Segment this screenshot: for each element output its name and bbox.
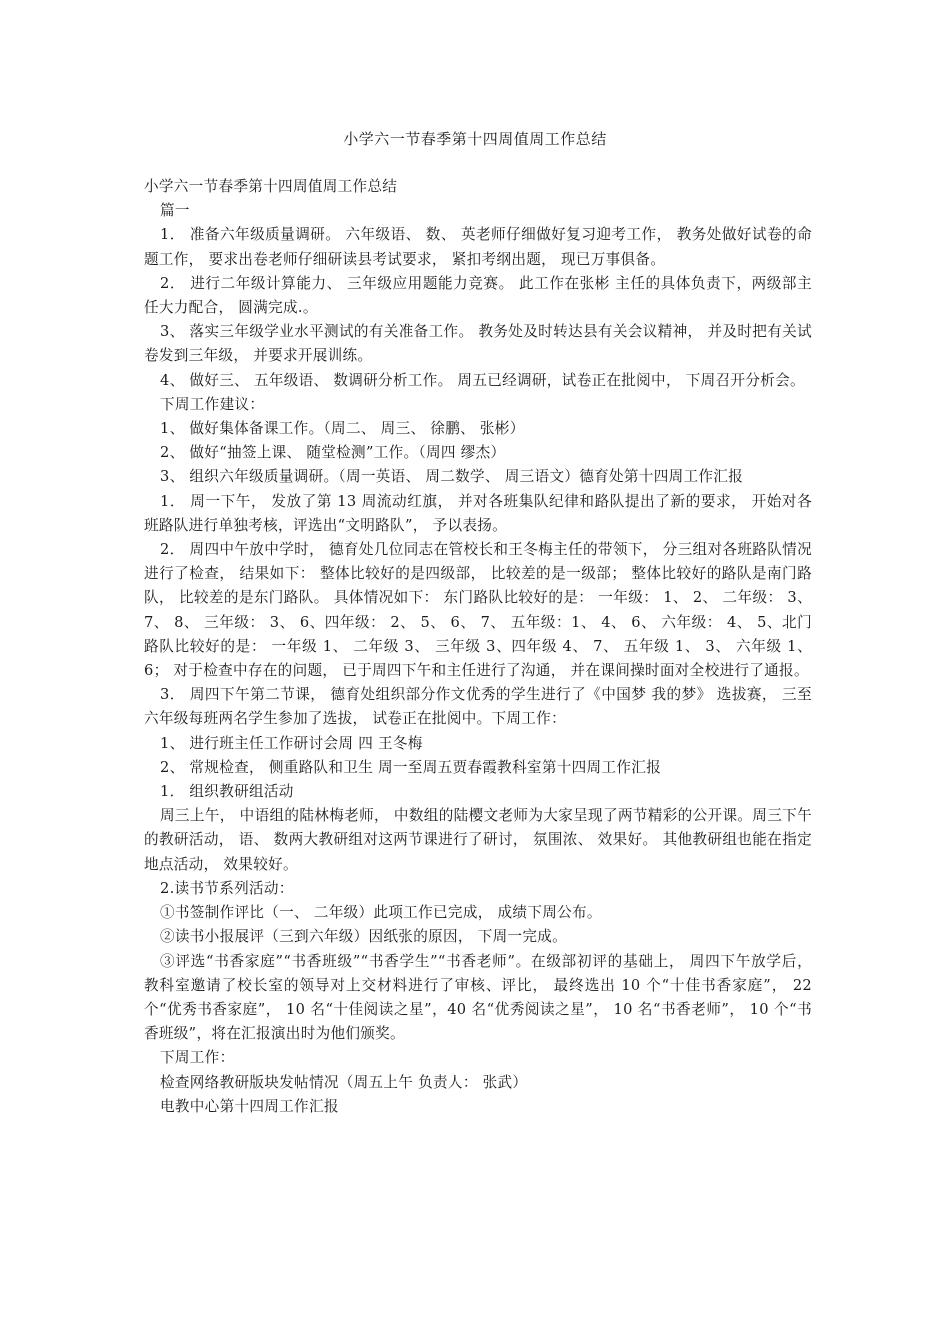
paragraph: 2． 进行二年级计算能力、 三年级应用题能力竞赛。 此工作在张彬 主任的具体负责下，两级部主任大力配合， 圆满完成.。 xyxy=(144,274,812,317)
paragraph: 2、 常规检查， 侧重路队和卫生 周一至周五贾春霞教科室第十四周工作汇报 xyxy=(160,758,662,776)
paragraph: 2、 做好“抽签上课、 随堂检测”工作。（周四 缪杰） xyxy=(160,444,506,462)
paragraph: 3． 周四下午第二节课， 德育处组织部分作文优秀的学生进行了《中国梦 我的梦》 选拔赛， 三至六年级每班两名学生参加了选拔， 试卷正在批阅中。下周工作： xyxy=(144,686,812,728)
paragraph: 1． 准备六年级质量调研。 六年级语、 数、 英老师仔细做好复习迎考工作， 教务处做好试卷的命题工作， 要求出卷老师仔细研读县考试要求， 紧扣考纲出题， 现已万事俱备。 xyxy=(144,226,812,268)
document-body xyxy=(144,175,812,1119)
paragraph: ③评选“书香家庭”“书香班级”“书香学生”“书香老师”。在级部初评的基础上， 周四下午放学后， 教科室邀请了校长室的领导对上交材料进行了审核、评比， 最终选出 10 个“十佳书香家庭”， 22 个“优秀书香家庭”， 10 名“十佳阅读之星”，40 名“优秀阅读之星”， 10 名“书香老师”， 10 个“书香班级”，将在汇报演出时为他们颁奖。 xyxy=(144,952,812,1043)
paragraph: 1、 做好集体备课工作。（周二、 周三、 徐鹏、 张彬） xyxy=(160,420,525,438)
paragraph: 2.读书节系列活动： xyxy=(160,879,294,897)
paragraph: 3、 组织六年级质量调研。（周一英语、 周二数学、 周三语文）德育处第十四周工作汇报 xyxy=(160,468,744,486)
paragraph: 电教中心第十四周工作汇报 xyxy=(160,1097,339,1115)
document-title: 小学六一节春季第十四周值周工作总结 xyxy=(343,130,607,148)
paragraph: 2． 周四中午放中学时， 德育处几位同志在管校长和王冬梅主任的带领下， 分三组对各班路队情况进行了检查， 结果如下： 整体比较好的是四级部， 比较差的是一级部； 整体比较好的路队是南门路队， 比较差的是东门路队。 具体情况如下： 东门路队比较好的是： 一年级： 1、 2、 二年级： 3、 7、 8、 三年级： 3、 6、四年级： 2、 5、 6、 7、 五年级：1、 4、 6、 六年级： 4、 5、北门路队比较好的是： 一年级 1、 二年级 3、 三年级 3、四年级 4、 7、 五年级 1、 3、 六年级 1、 6； 对于检查中存在的问题， 已于周四下午和主任进行了沟通， 并在课间操时面对全校进行了通报。 xyxy=(144,541,812,680)
paragraph: ①书签制作评比（一、 二年级）此项工作已完成， 成绩下周公布。 xyxy=(160,904,602,922)
paragraph: 下周工作： xyxy=(160,1049,235,1067)
paragraph: 小学六一节春季第十四周值周工作总结 xyxy=(144,178,398,195)
paragraph: 3、 落实三年级学业水平测试的有关准备工作。 教务处及时转达县有关会议精神， 并及时把有关试卷发到三年级， 并要求开展训练。 xyxy=(144,323,812,365)
paragraph: 检查网络教研版块发帖情况（周五上午 负责人： 张武） xyxy=(160,1073,528,1091)
paragraph: 4、 做好三、 五年级语、 数调研分析工作。 周五已经调研，试卷正在批阅中， 下周召开分析会。 xyxy=(160,371,805,389)
paragraph: 1、 进行班主任工作研讨会周 四 王冬梅 xyxy=(160,734,423,752)
paragraph: 1． 周一下午， 发放了第 13 周流动红旗， 并对各班集队纪律和路队提出了新的要求， 开始对各班路队进行单独考核，评选出“文明路队”， 予以表扬。 xyxy=(144,492,812,534)
paragraph: 篇一 xyxy=(160,202,190,220)
paragraph: 1． 组织教研组活动 xyxy=(160,783,294,801)
paragraph: ②读书小报展评（三到六年级）因纸张的原因， 下周一完成。 xyxy=(160,928,568,946)
paragraph: 下周工作建议： xyxy=(160,395,265,413)
paragraph: 周三上午， 中语组的陆林梅老师， 中数组的陆樱文老师为大家呈现了两节精彩的公开课。周三下午的教研活动， 语、 数两大教研组对这两节课进行了研讨， 氛围浓、 效果好。 其他教研组也能在指定地点活动， 效果较好。 xyxy=(144,807,812,873)
